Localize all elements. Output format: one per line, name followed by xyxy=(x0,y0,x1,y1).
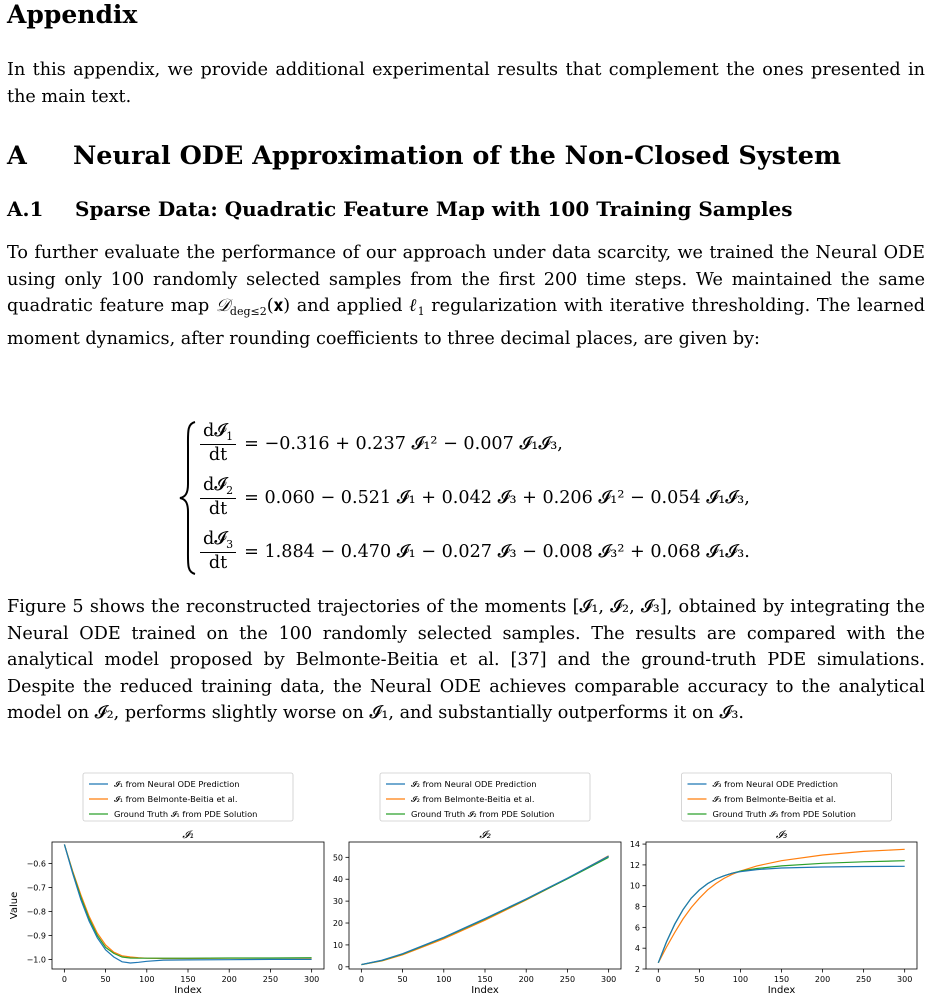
regularization-subscript: 1 xyxy=(417,305,425,319)
legend-label: 𝓘₁ from Belmonte-Beitia et al. xyxy=(114,794,238,804)
x-tick-label: 250 xyxy=(855,975,872,984)
legend-label: 𝓘₁ from Neural ODE Prediction xyxy=(114,779,240,789)
x-tick-label: 100 xyxy=(732,975,749,984)
x-tick-label: 150 xyxy=(180,975,196,984)
figure-5 xyxy=(0,772,932,1000)
x-tick-label: 0 xyxy=(655,975,661,984)
y-tick-label: 4 xyxy=(634,944,640,954)
x-tick-label: 150 xyxy=(773,975,790,984)
x-axis-label: Index xyxy=(767,985,796,996)
subsection-number: A.1 xyxy=(7,197,44,221)
y-tick-label: 12 xyxy=(629,860,640,870)
paragraph-text: and applied xyxy=(290,296,410,317)
y-tick-label: 2 xyxy=(634,965,640,974)
derivative-fraction xyxy=(200,476,236,519)
legend-label: 𝓘₂ from Neural ODE Prediction xyxy=(411,779,537,789)
fraction-denominator: dt xyxy=(208,499,228,520)
numerator-text: d𝓘 xyxy=(203,421,227,442)
figure-discussion-paragraph: Figure 5 shows the reconstructed trajectories of the moments [𝓘₁, 𝓘₂, 𝓘₃], obtained by integrating the Neural ODE trained on the 100 randomly selected samples. The results are compared with the analytical model proposed by Belmonte-Beitia et al. [37] and the ground-truth PDE simulations. Despite the reduced training data, the Neural ODE achieves comparable accuracy to the analytical model on 𝓘₂, performs slightly worse on 𝓘₁, and substantially outperforms it on 𝓘₃. xyxy=(7,597,925,724)
x-tick-label: 100 xyxy=(436,975,452,984)
x-tick-label: 300 xyxy=(897,975,913,984)
section-title: Neural ODE Approximation of the Non-Closed System xyxy=(73,141,841,171)
y-tick-label: 0 xyxy=(337,962,343,972)
x-tick-label: 200 xyxy=(814,975,831,984)
x-tick-label: 0 xyxy=(61,975,67,984)
x-tick-label: 200 xyxy=(518,975,534,984)
x-tick-label: 200 xyxy=(221,975,237,984)
appendix-heading: Appendix xyxy=(7,0,138,29)
x-tick-label: 250 xyxy=(559,975,576,984)
fraction-denominator: dt xyxy=(208,445,228,466)
numerator-text: d𝓘 xyxy=(203,475,227,496)
y-tick-label: 50 xyxy=(332,853,343,863)
paragraph-text: To further evaluate the performance of our approach under data scarcity, we trained the Neural ODE using only 100 randomly selected samples from the first 200 time steps. We maintained the same quadratic feature map xyxy=(7,243,925,317)
x-tick-label: 300 xyxy=(600,975,617,984)
x-tick-label: 50 xyxy=(100,975,111,984)
legend-label: 𝓘₂ from Belmonte-Beitia et al. xyxy=(411,794,535,804)
fraction-numerator xyxy=(200,422,236,445)
subsection-heading xyxy=(7,197,792,221)
fraction-denominator: dt xyxy=(208,553,228,574)
subsection-title: Sparse Data: Quadratic Feature Map with 100 Training Samples xyxy=(75,197,793,221)
chart-title: 𝓘₂ xyxy=(479,829,491,841)
fraction-numerator xyxy=(200,530,236,553)
equation-row-1 xyxy=(200,418,563,470)
section-number: A xyxy=(7,141,27,171)
chart-panel-1 xyxy=(9,773,324,996)
series-line-1 xyxy=(64,844,311,963)
y-tick-label: 10 xyxy=(629,881,640,891)
chart-panel-3 xyxy=(630,773,917,996)
x-axis-label: Index xyxy=(174,985,202,996)
chart-title: 𝓘₃ xyxy=(775,829,788,841)
legend-label: Ground Truth 𝓘₂ from PDE Solution xyxy=(411,809,555,819)
left-brace xyxy=(178,418,198,578)
numerator-subscript: 1 xyxy=(226,430,234,444)
series-line-1 xyxy=(361,856,608,964)
equation-rhs: = 1.884 − 0.470 𝓘₁ − 0.027 𝓘₃ − 0.008 𝓘₃² + 0.068 𝓘₁𝓘₃. xyxy=(244,542,750,562)
numerator-text: d𝓘 xyxy=(203,529,227,550)
y-tick-label: 40 xyxy=(332,875,343,885)
paragraph-text: regularization with iterative thresholding. The learned moment dynamics, after rounding coefficients to three decimal places, are given by: xyxy=(7,296,925,349)
regularization-symbol: ℓ xyxy=(409,296,418,317)
series-line-3 xyxy=(64,844,311,958)
intro-paragraph: In this appendix, we provide additional experimental results that complement the ones presented in the main text. xyxy=(7,60,925,107)
x-axis-label: Index xyxy=(471,985,499,996)
series-line-1 xyxy=(658,866,904,963)
derivative-fraction xyxy=(200,422,236,465)
y-axis-label: Value xyxy=(9,891,20,920)
x-tick-label: 50 xyxy=(694,975,705,984)
y-tick-label: 14 xyxy=(629,840,640,850)
x-tick-label: 300 xyxy=(303,975,320,984)
y-tick-label: 10 xyxy=(332,940,343,950)
legend-label: 𝓘₃ from Neural ODE Prediction xyxy=(712,779,839,789)
y-tick-label: 20 xyxy=(332,919,343,929)
legend-label: 𝓘₃ from Belmonte-Beitia et al. xyxy=(712,794,836,804)
numerator-subscript: 2 xyxy=(226,484,234,498)
chart-title: 𝓘₁ xyxy=(182,829,194,841)
x-tick-label: 150 xyxy=(477,975,493,984)
numerator-subscript: 3 xyxy=(226,538,234,552)
y-tick-label: −0.6 xyxy=(26,859,46,869)
equation-row-3 xyxy=(200,526,750,578)
chart-panel-2 xyxy=(333,773,621,996)
derivative-fraction xyxy=(200,530,236,573)
x-tick-label: 100 xyxy=(139,975,155,984)
series-line-3 xyxy=(658,861,904,963)
x-tick-label: 50 xyxy=(397,975,408,984)
figure-svg xyxy=(0,772,932,1000)
x-tick-label: 250 xyxy=(262,975,279,984)
y-tick-label: 30 xyxy=(332,897,343,907)
legend-label: Ground Truth 𝓘₃ from PDE Solution xyxy=(712,809,856,819)
y-tick-label: −0.8 xyxy=(26,907,46,917)
y-tick-label: −0.9 xyxy=(26,931,46,941)
equation-row-2 xyxy=(200,472,750,524)
feature-map-subscript: deg≤2 xyxy=(229,305,267,319)
y-tick-label: −0.7 xyxy=(26,883,46,893)
series-line-3 xyxy=(361,857,608,964)
y-tick-label: 6 xyxy=(634,923,640,933)
y-tick-label: 8 xyxy=(634,902,640,912)
equation-system xyxy=(178,418,778,578)
equation-rhs: = 0.060 − 0.521 𝓘₁ + 0.042 𝓘₃ + 0.206 𝓘₁² − 0.054 𝓘₁𝓘₃, xyxy=(244,488,750,508)
equation-rhs: = −0.316 + 0.237 𝓘₁² − 0.007 𝓘₁𝓘₃, xyxy=(244,434,563,454)
section-heading xyxy=(7,141,841,171)
axes-frame xyxy=(52,842,324,969)
sparse-data-paragraph xyxy=(7,240,925,352)
series-line-2 xyxy=(361,856,608,965)
fraction-numerator xyxy=(200,476,236,499)
x-tick-label: 0 xyxy=(358,975,364,984)
axes-frame xyxy=(349,842,621,969)
feature-map-argument: (𝐱) xyxy=(266,296,291,317)
legend-label: Ground Truth 𝓘₁ from PDE Solution xyxy=(114,809,258,819)
feature-map-symbol: 𝒟 xyxy=(215,296,230,317)
y-tick-label: −1.0 xyxy=(26,955,46,965)
